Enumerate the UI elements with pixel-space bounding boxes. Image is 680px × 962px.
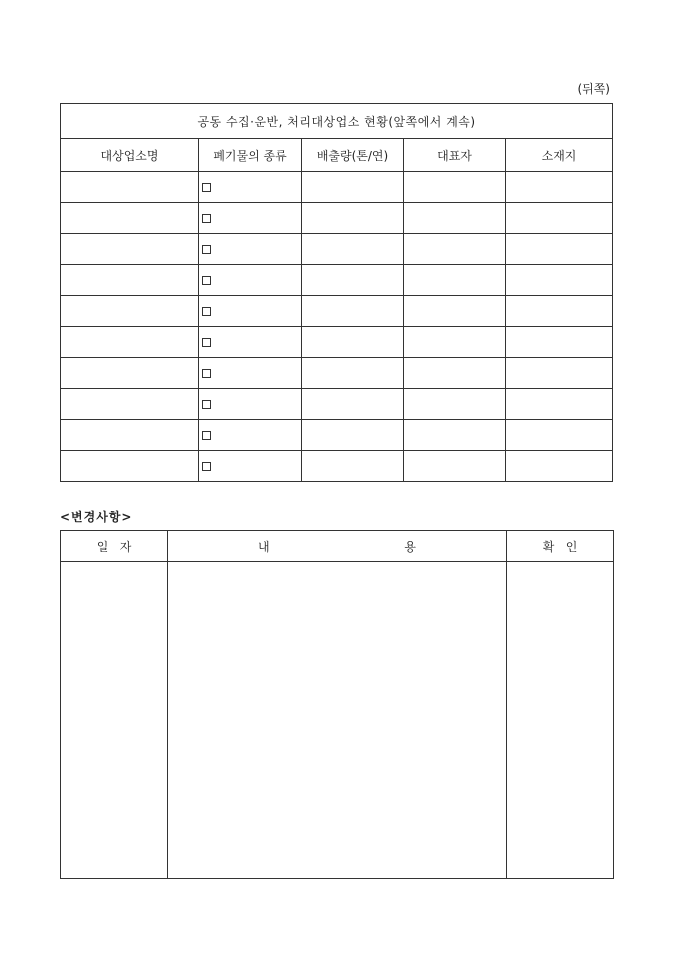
table-row (61, 389, 613, 420)
emission-amount-cell[interactable] (302, 451, 404, 482)
waste-type-checkbox[interactable] (202, 400, 211, 409)
representative-cell[interactable] (404, 327, 506, 358)
waste-type-cell[interactable] (199, 265, 302, 296)
representative-cell[interactable] (404, 234, 506, 265)
business-name-cell[interactable] (61, 265, 199, 296)
header-date-char-1: 일 (96, 539, 109, 554)
table-row (61, 296, 613, 327)
page-side-label: (뒤쪽) (577, 82, 610, 96)
header-confirm (507, 531, 614, 562)
table-row (61, 327, 613, 358)
representative-cell[interactable] (404, 420, 506, 451)
waste-type-checkbox[interactable] (202, 431, 211, 440)
location-cell[interactable] (506, 389, 613, 420)
business-name-cell[interactable] (61, 296, 199, 327)
status-table-title: 공동 수집·운반, 처리대상업소 현황(앞쪽에서 계속) (61, 104, 613, 139)
header-content (168, 531, 507, 562)
change-confirm-cell[interactable] (507, 562, 614, 879)
header-date-char-2: 자 (119, 539, 132, 554)
header-date (61, 531, 168, 562)
header-content-char-2: 용 (404, 539, 416, 554)
business-name-cell[interactable] (61, 358, 199, 389)
waste-type-checkbox[interactable] (202, 245, 211, 254)
waste-type-cell[interactable] (199, 172, 302, 203)
representative-cell[interactable] (404, 172, 506, 203)
business-name-cell[interactable] (61, 203, 199, 234)
waste-type-checkbox[interactable] (202, 276, 211, 285)
header-representative: 대표자 (404, 139, 506, 172)
waste-type-cell[interactable] (199, 203, 302, 234)
business-name-cell[interactable] (61, 451, 199, 482)
business-name-cell[interactable] (61, 172, 199, 203)
header-confirm-char-1: 확 (542, 539, 555, 554)
header-business-name: 대상업소명 (61, 139, 199, 172)
waste-type-checkbox[interactable] (202, 214, 211, 223)
header-confirm-char-2: 인 (565, 539, 578, 554)
emission-amount-cell[interactable] (302, 358, 404, 389)
representative-cell[interactable] (404, 358, 506, 389)
emission-amount-cell[interactable] (302, 420, 404, 451)
waste-type-checkbox[interactable] (202, 369, 211, 378)
business-name-cell[interactable] (61, 234, 199, 265)
emission-amount-cell[interactable] (302, 296, 404, 327)
header-emission-amount: 배출량(톤/연) (302, 139, 404, 172)
waste-type-checkbox[interactable] (202, 462, 211, 471)
header-content-char-1: 내 (258, 539, 270, 554)
table-row (61, 203, 613, 234)
waste-type-checkbox[interactable] (202, 307, 211, 316)
business-name-cell[interactable] (61, 327, 199, 358)
representative-cell[interactable] (404, 451, 506, 482)
location-cell[interactable] (506, 265, 613, 296)
emission-amount-cell[interactable] (302, 265, 404, 296)
waste-type-cell[interactable] (199, 358, 302, 389)
waste-type-checkbox[interactable] (202, 183, 211, 192)
business-name-cell[interactable] (61, 420, 199, 451)
location-cell[interactable] (506, 203, 613, 234)
header-waste-type: 폐기물의 종류 (199, 139, 302, 172)
location-cell[interactable] (506, 358, 613, 389)
waste-type-cell[interactable] (199, 296, 302, 327)
location-cell[interactable] (506, 172, 613, 203)
location-cell[interactable] (506, 451, 613, 482)
table-row (61, 420, 613, 451)
table-row (61, 451, 613, 482)
emission-amount-cell[interactable] (302, 172, 404, 203)
location-cell[interactable] (506, 234, 613, 265)
business-name-cell[interactable] (61, 389, 199, 420)
header-location: 소재지 (506, 139, 613, 172)
table-row (61, 265, 613, 296)
change-date-cell[interactable] (61, 562, 168, 879)
waste-type-cell[interactable] (199, 389, 302, 420)
waste-type-cell[interactable] (199, 327, 302, 358)
emission-amount-cell[interactable] (302, 203, 404, 234)
emission-amount-cell[interactable] (302, 389, 404, 420)
waste-type-cell[interactable] (199, 420, 302, 451)
location-cell[interactable] (506, 420, 613, 451)
waste-type-cell[interactable] (199, 234, 302, 265)
representative-cell[interactable] (404, 265, 506, 296)
waste-type-checkbox[interactable] (202, 338, 211, 347)
target-business-status-table (60, 103, 613, 482)
location-cell[interactable] (506, 296, 613, 327)
change-history-title: <변경사항> (60, 510, 133, 524)
representative-cell[interactable] (404, 296, 506, 327)
waste-type-cell[interactable] (199, 451, 302, 482)
emission-amount-cell[interactable] (302, 234, 404, 265)
change-history-table (60, 530, 614, 879)
table-row (61, 234, 613, 265)
change-content-cell[interactable] (168, 562, 507, 879)
representative-cell[interactable] (404, 389, 506, 420)
representative-cell[interactable] (404, 203, 506, 234)
emission-amount-cell[interactable] (302, 327, 404, 358)
location-cell[interactable] (506, 327, 613, 358)
table-row (61, 172, 613, 203)
table-row (61, 358, 613, 389)
